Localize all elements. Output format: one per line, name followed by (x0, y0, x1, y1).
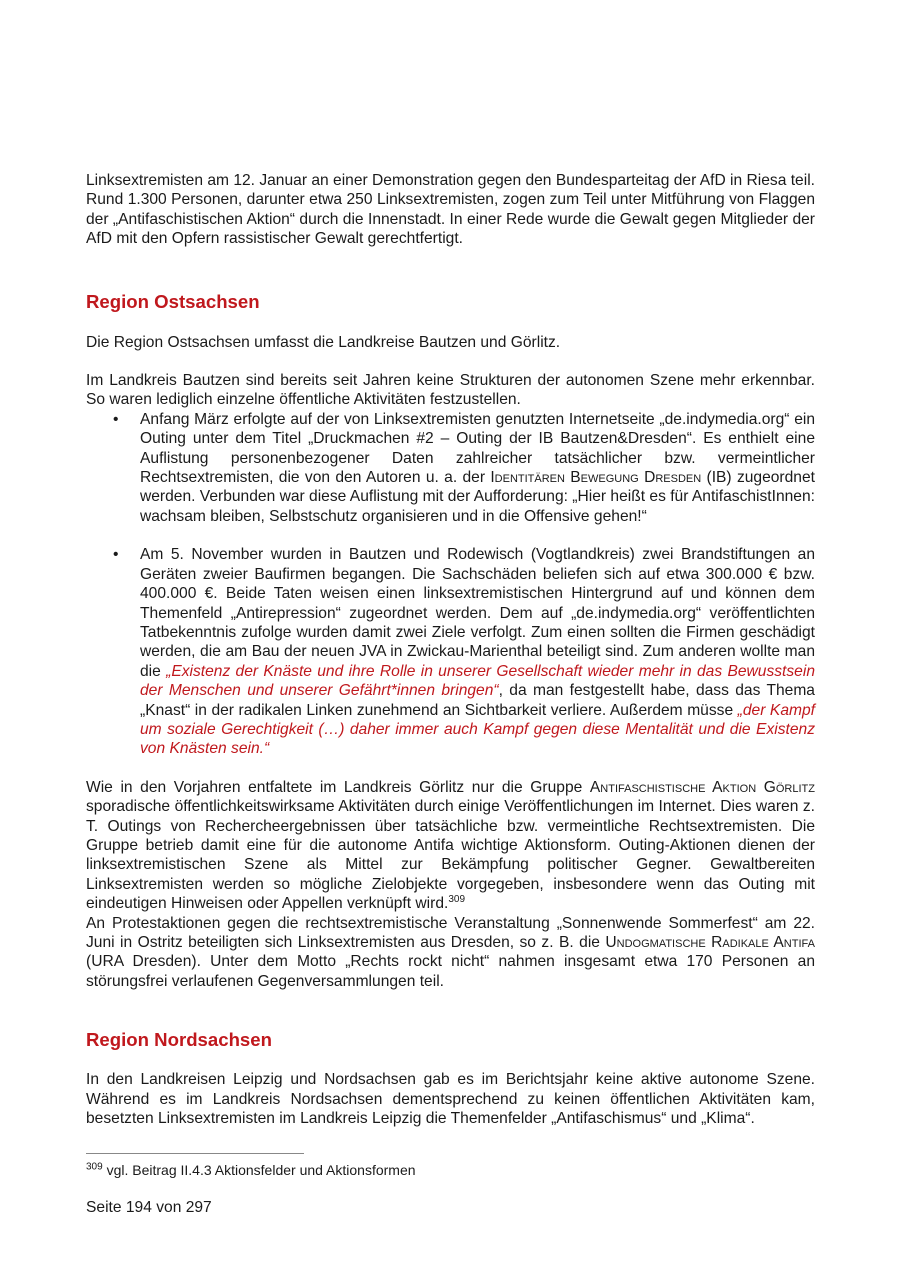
intro-paragraph: Linksextremisten am 12. Januar an einer Demonstration gegen den Bundesparteitag der AfD in Riesa teil. Rund 1.300 Personen, darunter etwa 250 Linksextremisten, zogen zum Teil unter Mitführung von Flaggen der „Antifaschistischen Aktion“ durch die Innenstadt. In einer Rede wurde die Gewalt gegen Mitglieder der AfD mit den Opfern rassistischer Gewalt gerechtfertigt. (86, 172, 815, 248)
ost-paragraph-1: Die Region Ostsachsen umfasst die Landkreise Bautzen und Görlitz. (86, 333, 561, 351)
paragraph-text: An Protestaktionen gegen die rechtsextremistische Veranstaltung „Sonnenwende Sommerfest“ am 22. Juni in Ostritz beteiligten sich Linksextremisten aus Dresden, so z. B. die (86, 914, 815, 951)
footnote (86, 1162, 815, 1178)
footnote-ref[interactable]: 309 (448, 894, 466, 905)
bullet-text: , da man festgestellt habe, dass das Thema „Knast“ in der radikalen Linken zunehmend an Sichtbarkeit verliere. Außerdem müsse (140, 682, 815, 719)
ost-bullet-list (86, 410, 815, 759)
page-body (86, 171, 815, 1128)
bullet-icon: • (113, 410, 119, 428)
quote-text: „der Kampf um soziale Gerechtigkeit (…) daher immer auch Kampf gegen diese Mentalität und die Existenz von Knästen sein.“ (140, 701, 815, 758)
heading-region-nordsachsen: Region Nordsachsen (86, 1029, 272, 1051)
nord-paragraph-1: In den Landkreisen Leipzig und Nordsachsen gab es im Berichtsjahr keine aktive autonome Szene. Während es im Landkreis Nordsachsen dementsprechend zu keinen öffentlichen Aktivitäten kam, besetzten Linksextremisten im Landkreis Leipzig die Themenfelder „Antifaschismus“ und „Klima“. (86, 1071, 815, 1128)
page-number: Seite 194 von 297 (86, 1199, 212, 1216)
bullet-text: Am 5. November wurden in Bautzen und Rodewisch (Vogtlandkreis) zwei Brandstiftungen an Geräten zweier Baufirmen begangen. Die Sachschäden beliefen sich auf etwa 300.000 € bzw. 400.000 €. Beide Taten weisen einen linksextremistischen Hintergrund auf und können dem Themenfeld „Antirepression“ zugeordnet werden. Dem auf „de.indymedia.org“ veröffentlichten Tatbekenntnis zufolge wurden damit zwei Ziele verfolgt. Zum einen sollten die Firmen geschädigt werden, die am Bau der neuen JVA in Zwickau-Marienthal beteiligt sind. Zum anderen wollte man die (140, 546, 815, 680)
org-name: Identitären Bewegung Dresden (490, 469, 702, 487)
heading-region-ostsachsen: Region Ostsachsen (86, 290, 260, 312)
list-item (86, 410, 815, 526)
paragraph-text: (URA Dresden). Unter dem Motto „Rechts rockt nicht“ nahmen insgesamt etwa 170 Personen an störungsfrei verlaufenen Gegenversammlungen teil. (86, 953, 815, 990)
org-name: Antifaschistische Aktion Görlitz (589, 778, 815, 796)
footnote-divider (86, 1153, 304, 1154)
bullet-text: Anfang März erfolgte auf der von Linksextremisten genutzten Internetseite „de.indymedia.org“ ein Outing unter dem Titel „Druckmachen #2 – Outing der IB Bautzen&Dresden“. Es enthielt eine Auflistung personenbezogener Daten zahlreicher tatsächlicher bzw. vermeintlicher Rechtsextremisten, die von den Autoren u. a. der (140, 410, 815, 487)
paragraph-text: Wie in den Vorjahren entfaltete im Landkreis Görlitz nur die Gruppe (86, 778, 590, 796)
org-name: Undogmatische Radikale Antifa (605, 934, 815, 951)
list-item (86, 545, 815, 758)
bullet-icon: • (113, 546, 119, 564)
footnote-text: vgl. Beitrag II.4.3 Aktionsfelder und Aktionsformen (102, 1162, 416, 1178)
paragraph-text: sporadische öffentlichkeitswirksame Aktivitäten durch einige Veröffentlichungen im Internet. Dies waren z. T. Outings von Rechercheergebnissen über tatsächliche bzw. vermeintliche Rechtsextremisten. Die Gruppe betrieb damit eine für die autonome Antifa wichtige Aktionsform. Outing-Aktionen dienen der linksextremistischen Szene als Mittel zur Bekämpfung politischer Gegner. Gewaltbereiten Linksextremisten werden so mögliche Zielobjekte vorgegeben, insbesondere wenn das Outing mit eindeutigen Hinweisen oder Appellen verknüpft wird. (86, 798, 815, 913)
footnote-number: 309 (86, 1161, 103, 1173)
ost-paragraph-4 (86, 914, 815, 992)
bullet-text: (IB) zugeordnet werden. Verbunden war diese Auflistung mit der Aufforderung: „Hier heißt es für AntifaschistInnen: wachsam bleiben, Selbstschutz organisieren und in die Offensive gehen!“ (140, 469, 815, 525)
quote-text: „Existenz der Knäste und ihre Rolle in unserer Gesellschaft wieder mehr in das Bewusstsein der Menschen und unserer Gefährt*innen bringen“ (140, 662, 815, 700)
ost-paragraph-2: Im Landkreis Bautzen sind bereits seit Jahren keine Strukturen der autonomen Szene mehr erkennbar. So waren lediglich einzelne öffentliche Aktivitäten festzustellen. (86, 372, 815, 409)
ost-paragraph-3 (86, 778, 815, 914)
